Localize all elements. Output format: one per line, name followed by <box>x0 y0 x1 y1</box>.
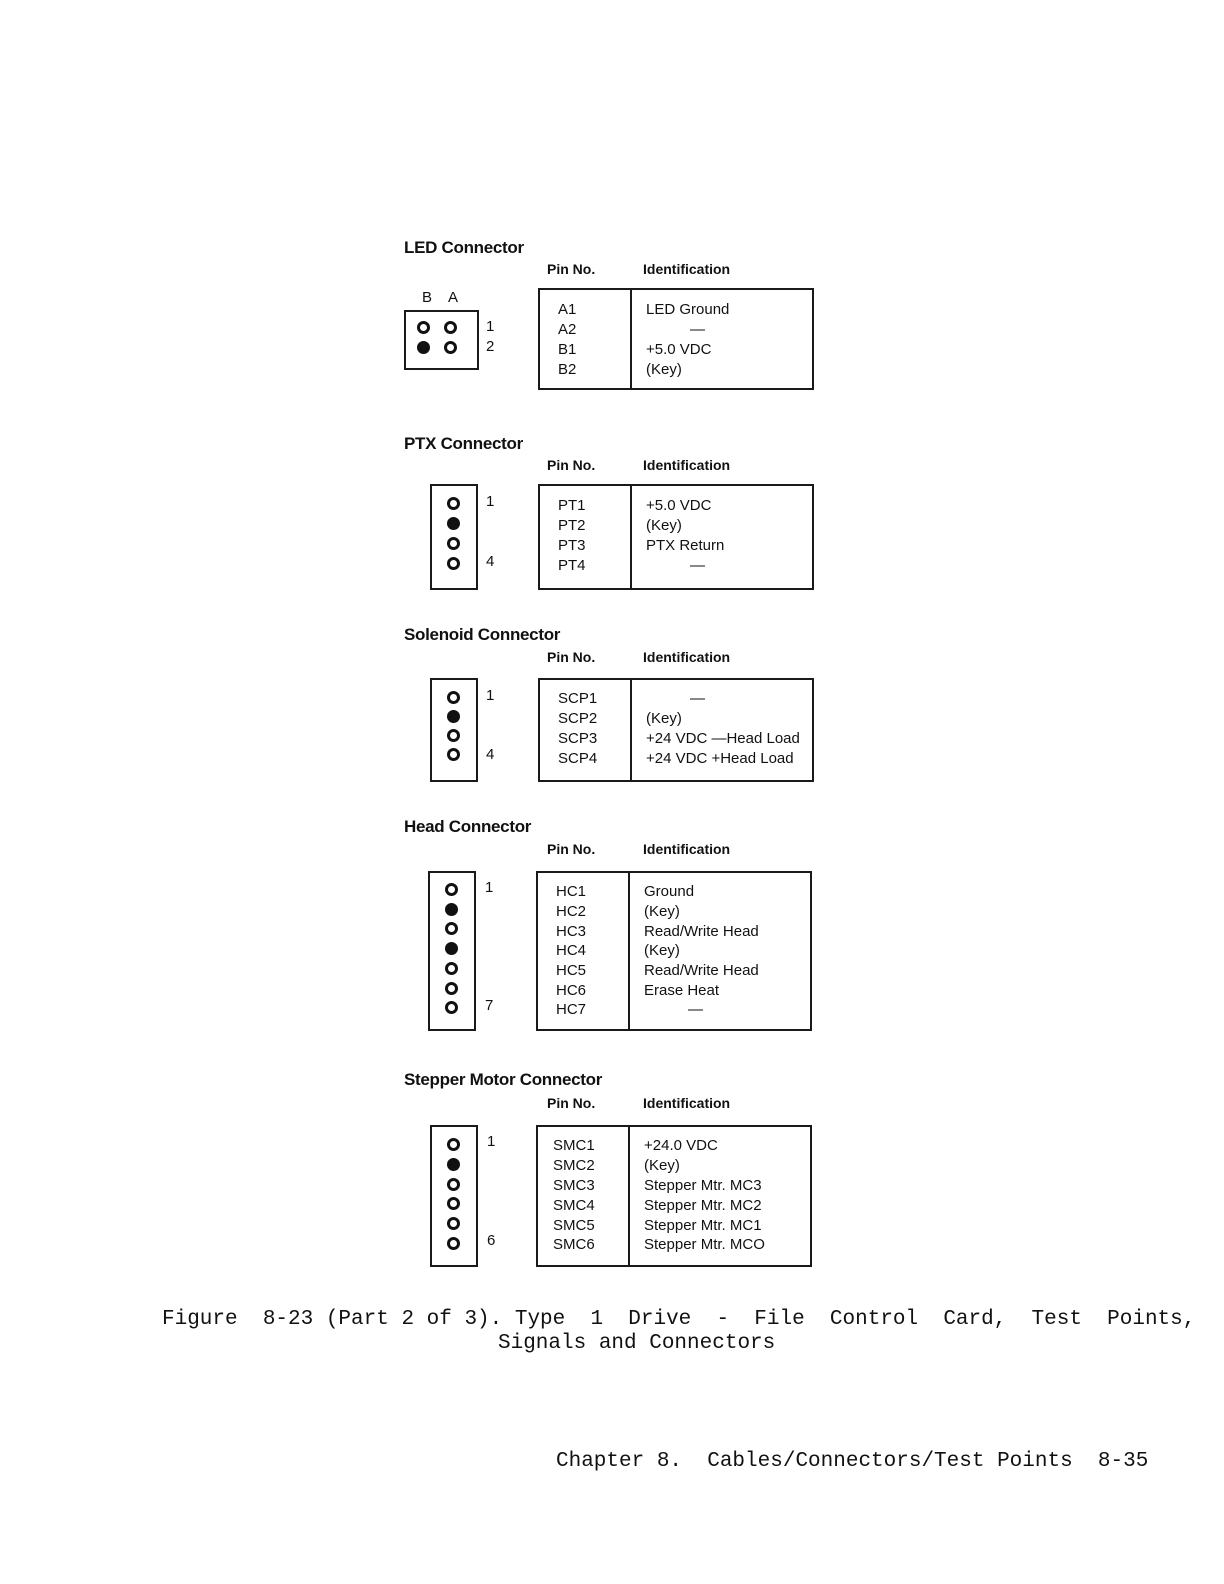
table-row: SMC4 Stepper Mtr. MC2 <box>553 1197 762 1214</box>
solenoid-num-first: 1 <box>486 687 495 704</box>
led-col-a-label: A <box>448 289 459 306</box>
solenoid-connector-title: Solenoid Connector <box>404 625 561 644</box>
head-pin-1 <box>445 883 458 896</box>
ptx-connector-title: PTX Connector <box>404 434 523 453</box>
stepper-ident-header: Identification <box>643 1095 731 1111</box>
ptx-connector-diagram <box>430 484 478 590</box>
head-pin-7 <box>445 1001 458 1014</box>
head-connector-diagram <box>428 871 476 1031</box>
led-pin-header: Pin No. <box>547 261 596 277</box>
figure-caption-line2: Signals and Connectors <box>498 1332 776 1355</box>
head-num-first: 1 <box>485 879 494 896</box>
table-row: HC2 (Key) <box>556 903 680 920</box>
head-pin-2-key <box>445 903 458 916</box>
table-row: B1 +5.0 VDC <box>558 341 712 358</box>
table-row: A2 — <box>558 321 705 338</box>
head-connector-title: Head Connector <box>404 817 532 836</box>
table-row: HC3 Read/Write Head <box>556 923 759 940</box>
led-col-b-label: B <box>422 289 433 306</box>
stepper-pin-5 <box>447 1217 460 1230</box>
stepper-pin-4 <box>447 1197 460 1210</box>
table-row: A1 LED Ground <box>558 301 730 318</box>
head-pin-6 <box>445 982 458 995</box>
head-pin-5 <box>445 962 458 975</box>
table-row: PT2 (Key) <box>558 517 682 534</box>
stepper-pin-table <box>536 1125 812 1267</box>
table-row: SCP1 — <box>558 690 705 707</box>
ptx-pin-2-key <box>447 517 460 530</box>
ptx-ident-header: Identification <box>643 457 731 473</box>
led-row-num-1: 1 <box>486 318 495 335</box>
solenoid-pin-4 <box>447 748 460 761</box>
led-ident-header: Identification <box>643 261 731 277</box>
ptx-pin-3 <box>447 537 460 550</box>
stepper-pin-2-key <box>447 1158 460 1171</box>
table-row: PT3 PTX Return <box>558 537 725 554</box>
led-connector-diagram <box>404 310 479 370</box>
ptx-pin-table <box>538 484 814 590</box>
solenoid-num-last: 4 <box>486 746 495 763</box>
table-row: HC5 Read/Write Head <box>556 962 759 979</box>
table-row: SMC1 +24.0 VDC <box>553 1137 718 1154</box>
head-ident-header: Identification <box>643 841 731 857</box>
table-row: HC7 — <box>556 1001 703 1018</box>
led-pin-b1 <box>417 321 430 334</box>
table-row: PT1 +5.0 VDC <box>558 497 712 514</box>
head-pin-table <box>536 871 812 1031</box>
ptx-pin-1 <box>447 497 460 510</box>
led-pin-table <box>538 288 814 390</box>
solenoid-ident-header: Identification <box>643 649 731 665</box>
stepper-pin-3 <box>447 1178 460 1191</box>
stepper-connector-diagram <box>430 1125 478 1267</box>
head-num-last: 7 <box>485 997 494 1014</box>
stepper-pin-6 <box>447 1237 460 1250</box>
stepper-pin-header: Pin No. <box>547 1095 596 1111</box>
figure-caption-line1: Figure 8-23 (Part 2 of 3). Type 1 Drive - File Control Card, Test Points, <box>162 1308 1196 1331</box>
table-row: SCP3 +24 VDC —Head Load <box>558 730 800 747</box>
ptx-pin-header: Pin No. <box>547 457 596 473</box>
table-row: SMC6 Stepper Mtr. MCO <box>553 1236 765 1253</box>
led-row-num-2: 2 <box>486 338 495 355</box>
head-pin-3 <box>445 922 458 935</box>
led-pin-a1 <box>444 321 457 334</box>
solenoid-pin-1 <box>447 691 460 704</box>
figure-caption <box>162 1308 1195 1356</box>
ptx-pin-4 <box>447 557 460 570</box>
stepper-connector-title: Stepper Motor Connector <box>404 1070 603 1089</box>
table-row: SMC3 Stepper Mtr. MC3 <box>553 1177 762 1194</box>
table-row: SMC2 (Key) <box>553 1157 680 1174</box>
solenoid-pin-table <box>538 678 814 782</box>
table-row: HC6 Erase Heat <box>556 982 720 999</box>
solenoid-pin-header: Pin No. <box>547 649 596 665</box>
solenoid-pin-3 <box>447 729 460 742</box>
head-pin-4-key <box>445 942 458 955</box>
head-pin-header: Pin No. <box>547 841 596 857</box>
ptx-num-last: 4 <box>486 553 495 570</box>
stepper-pin-1 <box>447 1138 460 1151</box>
led-connector-title: LED Connector <box>404 238 524 257</box>
table-row: B2 (Key) <box>558 361 682 378</box>
stepper-num-first: 1 <box>487 1133 496 1150</box>
led-pin-b2-key <box>417 341 430 354</box>
ptx-num-first: 1 <box>486 493 495 510</box>
table-row: SMC5 Stepper Mtr. MC1 <box>553 1217 762 1234</box>
solenoid-connector-diagram <box>430 678 478 782</box>
solenoid-pin-2-key <box>447 710 460 723</box>
led-pin-a2 <box>444 341 457 354</box>
table-row: SCP4 +24 VDC +Head Load <box>558 750 794 767</box>
page-footer: Chapter 8. Cables/Connectors/Test Points 8-35 <box>556 1450 1149 1473</box>
stepper-num-last: 6 <box>487 1232 496 1249</box>
table-row: SCP2 (Key) <box>558 710 682 727</box>
table-row: PT4 — <box>558 557 705 574</box>
table-row: HC4 (Key) <box>556 942 680 959</box>
table-row: HC1 Ground <box>556 883 695 900</box>
